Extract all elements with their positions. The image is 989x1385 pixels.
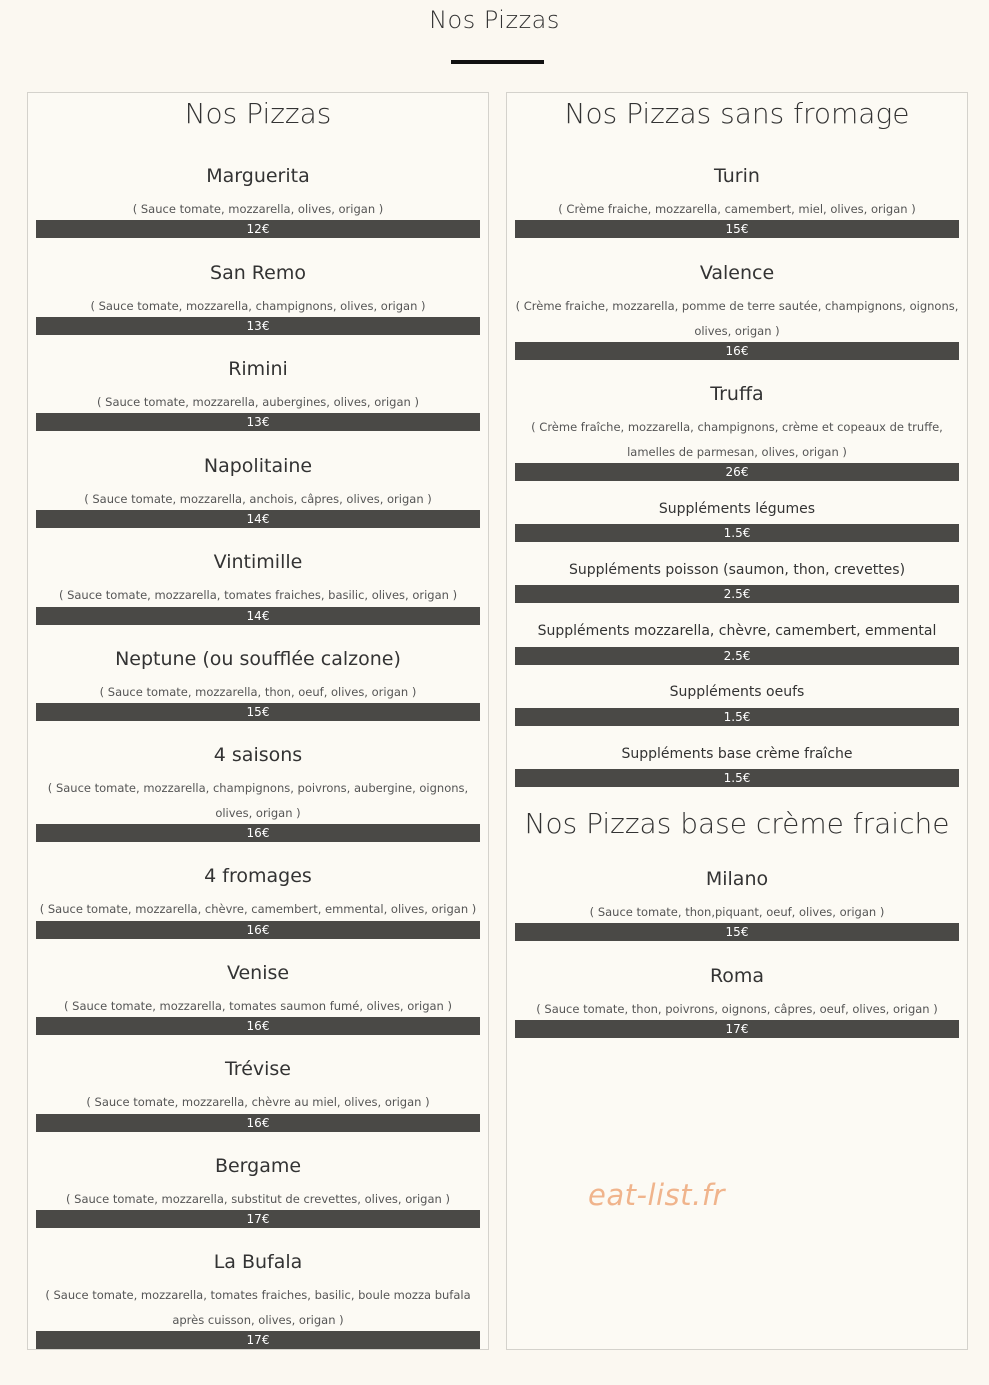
menu-item [28, 261, 488, 333]
item-description: ( Sauce tomate, mozzarella, olives, origan ) [132, 202, 384, 216]
item-price: 17€ [36, 1210, 480, 1228]
supplement-item [507, 682, 967, 724]
supplement-item [507, 560, 967, 601]
item-name: Rimini [228, 358, 288, 380]
menu-item [28, 357, 488, 429]
supplement-name: Suppléments légumes [658, 501, 816, 517]
watermark-logo: eat-list.fr [588, 1178, 725, 1212]
item-name: La Bufala [213, 1251, 303, 1273]
item-description: ( Sauce tomate, mozzarella, substitut de crevettes, olives, origan ) [66, 1192, 450, 1206]
item-description: ( Sauce tomate, thon, poivrons, oignons, câpres, oeuf, olives, origan ) [536, 1002, 938, 1016]
section-title-sans-fromage: Nos Pizzas sans fromage [564, 97, 910, 130]
item-price: 13€ [36, 413, 480, 431]
supplement-name: Suppléments poisson (saumon, thon, crevettes) [568, 562, 906, 578]
item-price: 14€ [36, 510, 480, 528]
item-price: 16€ [36, 921, 480, 939]
item-name: Milano [705, 868, 769, 890]
item-price: 14€ [36, 607, 480, 625]
item-description: ( Crème fraiche, mozzarella, pomme de terre sautée, champignons, oignons, olives, origan ) [515, 299, 959, 338]
item-price: 15€ [515, 220, 959, 238]
item-name: Vintimille [213, 551, 303, 573]
supplement-price: 1.5€ [515, 769, 959, 787]
supplement-price: 1.5€ [515, 524, 959, 542]
panel-nos-pizzas [27, 92, 489, 1350]
item-price: 15€ [515, 923, 959, 941]
item-name: San Remo [210, 262, 306, 284]
item-description: ( Crème fraîche, mozzarella, champignons, crème et copeaux de truffe, lamelles de parmesan, olives, origan ) [531, 420, 943, 459]
menu-item [28, 454, 488, 526]
supplement-price: 2.5€ [515, 585, 959, 603]
menu-item [507, 867, 967, 939]
item-price: 12€ [36, 220, 480, 238]
item-name: Venise [226, 962, 290, 984]
item-name: Trévise [224, 1058, 291, 1080]
item-name: Truffa [710, 383, 764, 405]
supplement-price: 1.5€ [515, 708, 959, 726]
item-description: ( Sauce tomate, mozzarella, anchois, câpres, olives, origan ) [84, 492, 432, 506]
item-price: 16€ [36, 1017, 480, 1035]
item-price: 16€ [36, 824, 480, 842]
item-price: 15€ [36, 703, 480, 721]
menu-item [28, 864, 488, 937]
item-name: Neptune (ou soufflée calzone) [115, 648, 401, 670]
menu-item [507, 261, 967, 358]
item-description: ( Sauce tomate, mozzarella, chèvre, camembert, emmental, olives, origan ) [39, 902, 477, 916]
item-description: ( Sauce tomate, mozzarella, champignons, poivrons, aubergine, oignons, olives, origan ) [47, 781, 469, 820]
item-price: 17€ [515, 1020, 959, 1038]
item-price: 13€ [36, 317, 480, 335]
menu-item [28, 1250, 488, 1347]
item-description: ( Sauce tomate, thon,piquant, oeuf, olives, origan ) [589, 905, 885, 919]
item-description: ( Crème fraiche, mozzarella, camembert, miel, olives, origan ) [558, 202, 916, 216]
item-name: 4 saisons [213, 744, 303, 766]
item-price: 16€ [515, 342, 959, 360]
item-description: ( Sauce tomate, mozzarella, thon, oeuf, olives, origan ) [99, 685, 417, 699]
supplement-name: Suppléments base crème fraîche [621, 746, 853, 762]
supplement-name: Suppléments oeufs [669, 684, 805, 700]
menu-item [507, 382, 967, 479]
supplement-item [507, 499, 967, 540]
page-title: Nos Pizzas [429, 6, 560, 34]
section-title-nos-pizzas: Nos Pizzas [184, 97, 332, 130]
menu-item [28, 743, 488, 840]
item-description: ( Sauce tomate, mozzarella, chèvre au miel, olives, origan ) [86, 1095, 430, 1109]
menu-item [28, 647, 488, 719]
item-description: ( Sauce tomate, mozzarella, tomates saumon fumé, olives, origan ) [64, 999, 452, 1013]
item-price: 17€ [36, 1331, 480, 1349]
item-name: Turin [714, 165, 760, 187]
item-name: Marguerita [206, 165, 310, 187]
supplement-item [507, 621, 967, 663]
menu-item [507, 964, 967, 1036]
menu-item [28, 550, 488, 623]
item-description: ( Sauce tomate, mozzarella, tomates fraiches, basilic, boule mozza bufala après cuisson, olives, origan ) [45, 1288, 471, 1327]
item-name: Bergame [214, 1155, 302, 1177]
supplement-name: Suppléments mozzarella, chèvre, camembert, emmental [537, 623, 937, 639]
menu-item [507, 164, 967, 236]
item-name: Napolitaine [203, 455, 313, 477]
item-description: ( Sauce tomate, mozzarella, aubergines, olives, origan ) [97, 395, 419, 409]
supplement-item [507, 744, 967, 785]
item-price: 16€ [36, 1114, 480, 1132]
item-price: 26€ [515, 463, 959, 481]
title-underline [451, 60, 544, 64]
menu-item [28, 961, 488, 1033]
menu-item [28, 1057, 488, 1130]
item-description: ( Sauce tomate, mozzarella, champignons, olives, origan ) [90, 299, 426, 313]
menu-item [28, 164, 488, 236]
item-name: 4 fromages [204, 865, 312, 887]
menu-item [28, 1154, 488, 1226]
panel-sans-fromage [506, 92, 968, 1350]
item-name: Roma [709, 965, 765, 987]
section-title-creme-fraiche: Nos Pizzas base crème fraiche [524, 807, 950, 840]
item-description: ( Sauce tomate, mozzarella, tomates fraiches, basilic, olives, origan ) [58, 588, 458, 602]
item-name: Valence [699, 262, 775, 284]
supplement-price: 2.5€ [515, 647, 959, 665]
